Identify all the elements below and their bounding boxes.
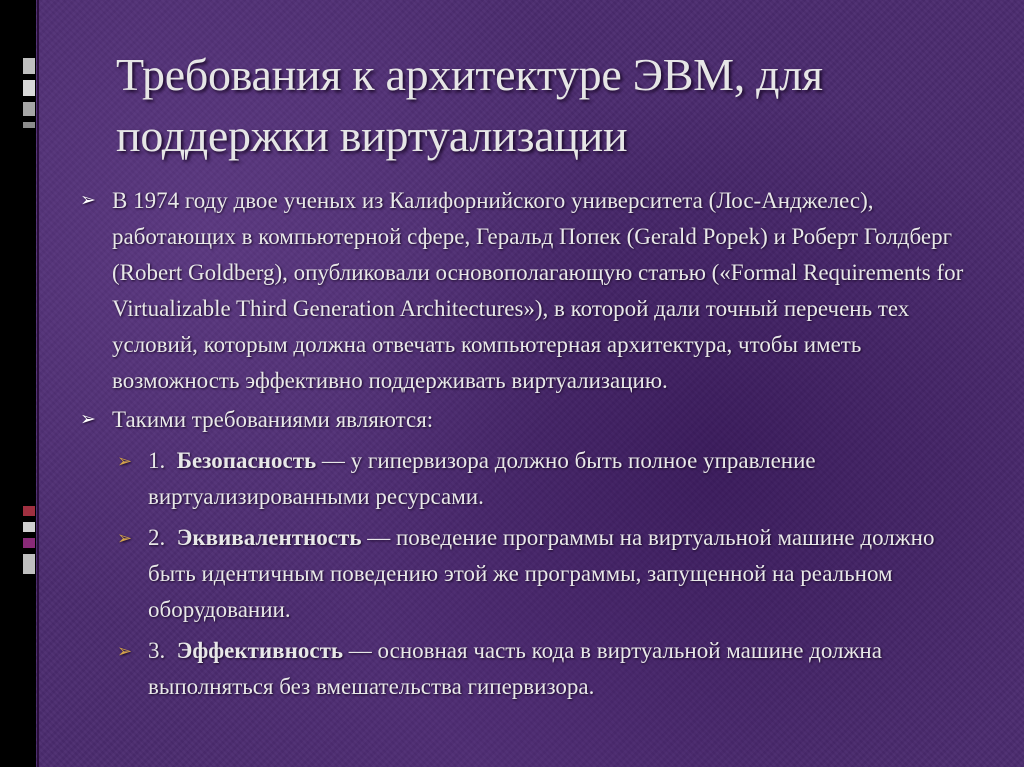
decor-mark (23, 522, 35, 532)
decor-mark (23, 506, 35, 516)
arrow-bullet-icon: ➢ (80, 409, 96, 430)
requirement-name: Эффективность (176, 638, 344, 663)
requirement-item (80, 633, 980, 705)
decor-mark (23, 554, 35, 574)
decor-mark (23, 58, 35, 74)
requirement-name: Безопасность (176, 448, 317, 473)
decor-mark (23, 102, 35, 116)
bullet-text: Такими требованиями являются: (112, 407, 434, 432)
decor-mark (23, 80, 35, 96)
requirement-text: — основная часть кода в виртуальной машине должна выполняться без вмешательства гипервизора. (148, 638, 882, 699)
left-edge-line (37, 0, 39, 767)
arrow-bullet-icon: ➢ (80, 190, 96, 211)
requirement-name: Эквивалентность (176, 525, 362, 550)
slide-content (80, 183, 980, 705)
bullet-item (80, 402, 980, 438)
requirement-item (80, 443, 980, 515)
requirement-number: 1. (148, 448, 166, 473)
bullet-item (80, 183, 980, 399)
arrow-bullet-icon: ➢ (117, 641, 133, 661)
arrow-bullet-icon: ➢ (117, 528, 133, 548)
bullet-text: В 1974 году двое ученых из Калифорнийского университета (Лос-Анджелес), работающих в компьютерной сфере, Геральд Попек (Gerald Popek) и Роберт Голдберг (Robert Goldberg), опубликовали основополагающую статью («Formal Requirements for Virtualizable Third Generation Architectures»), в которой дали точный перечень тех условий, которым должна отвечать компьютерная архитектура, чтобы иметь возможность эффективно поддерживать виртуализацию. (112, 188, 964, 393)
requirement-text: — у гипервизора должно быть полное управление виртуализированными ресурсами. (148, 448, 816, 509)
requirement-text: — поведение программы на виртуальной машине должно быть идентичным поведению этой же программы, запущенной на реальном оборудовании. (148, 525, 935, 622)
requirement-item (80, 520, 980, 628)
slide-title: Требования к архитектуре ЭВМ, для поддержки виртуализации (116, 49, 823, 161)
decor-mark (23, 538, 35, 548)
requirement-number: 3. (148, 638, 166, 663)
decor-marks-top (23, 58, 35, 134)
requirement-number: 2. (148, 525, 166, 550)
decor-marks-mid (23, 506, 35, 580)
decor-mark (23, 122, 35, 128)
arrow-bullet-icon: ➢ (117, 451, 133, 471)
